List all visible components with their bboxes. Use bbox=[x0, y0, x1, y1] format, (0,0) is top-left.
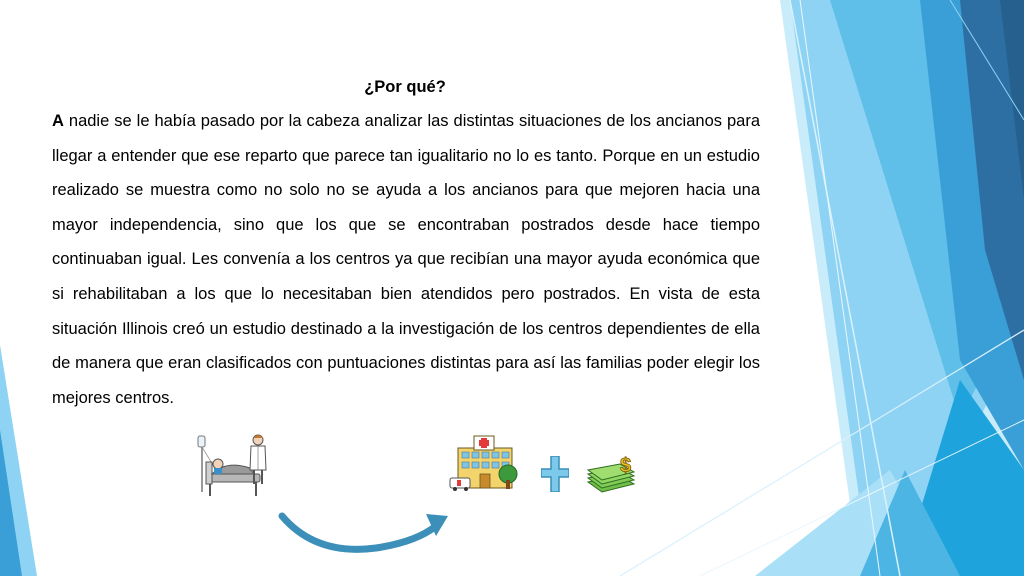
svg-text:$: $ bbox=[620, 455, 632, 477]
plus-icon bbox=[541, 456, 569, 492]
curved-arrow-icon bbox=[276, 508, 456, 556]
hospital-illustration bbox=[448, 432, 524, 492]
lead-letter: A bbox=[52, 112, 64, 130]
slide-title: ¿Por qué? bbox=[364, 78, 446, 96]
money-stack-icon bbox=[586, 452, 636, 494]
body-paragraph bbox=[52, 104, 760, 415]
patient-bed-illustration bbox=[192, 430, 276, 502]
body-text: nadie se le había pasado por la cabeza analizar las distintas situaciones de los ancianos para llegar a entender que ese reparto que parece tan igualitario no lo es tanto. Porque en un estudio realizado se muestra como no solo no se ayuda a los ancianos para que mejoren hacia una mayor independencia, sino que los que se encontraban postrados desde hace tiempo continuaban igual. Les convenía a los centros ya que recibían una mayor ayuda económica que si rehabilitaban a los que lo necesitaban bien atendidos pero postrados. En vista de esta situación Illinois creó un estudio destinado a la investigación de los centros dependientes de ella de manera que eran clasificados con puntuaciones distintas para así las familias poder elegir los mejores centros. bbox=[52, 112, 760, 407]
